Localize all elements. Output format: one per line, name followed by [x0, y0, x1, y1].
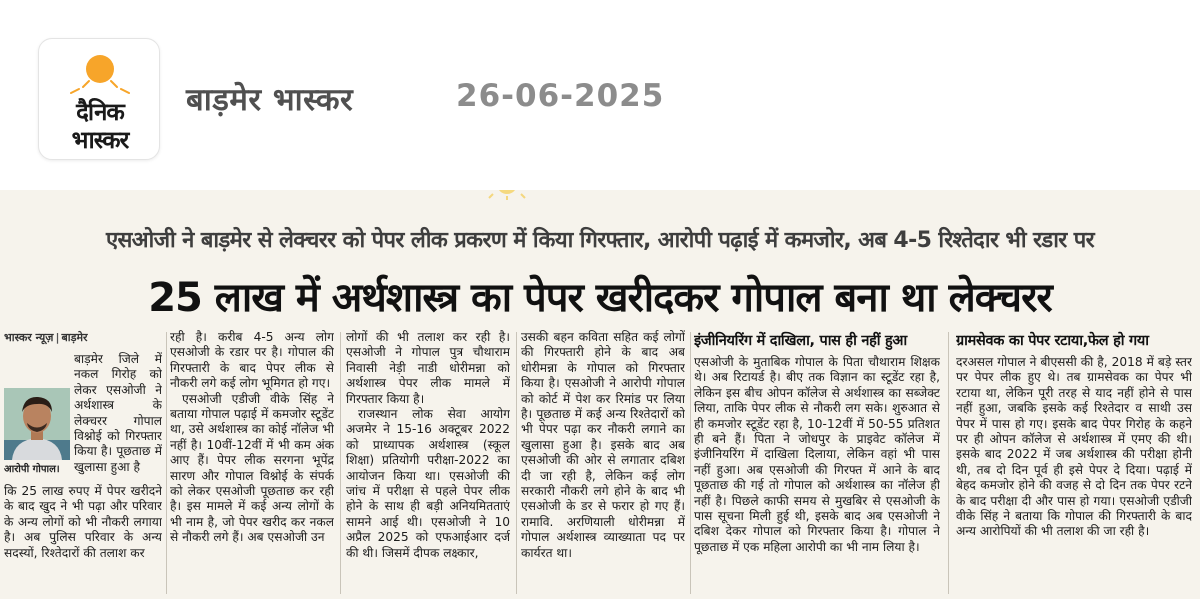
column-divider: [166, 332, 167, 594]
article-column-4: [521, 330, 685, 599]
article-headline: 25 लाख में अर्थशास्त्र का पेपर खरीदकर गोपाल बना था लेक्चरर: [148, 275, 1052, 321]
accused-photo: [4, 388, 70, 460]
sun-rays-icon: [67, 77, 133, 97]
app-header: [0, 0, 1200, 190]
edition-date: 26-06-2025: [456, 78, 665, 114]
column-divider: [340, 332, 341, 594]
paragraph: राजस्थान लोक सेवा आयोग अजमेर ने 15-16 अक्टूबर 2022 को प्राध्यापक अर्थशास्त्र (स्कूल शिक्षा) प्रतियोगी परीक्षा-2022 का आयोजन किया था। एसओजी की जांच में परीक्षा से पहले पेपर लीक होने के साथ ही बड़ी अनियमितताएं सामने आई थी। एसओजी ने 10 अप्रैल 2025 को एफआईआर दर्ज की थी। जिसमें दीपक लक्ष्कार,: [346, 407, 510, 560]
article-column-6: [956, 330, 1192, 599]
sun-watermark-icon: [487, 190, 527, 200]
photo-caption: आरोपी गोपाल।: [4, 464, 60, 475]
column-1-text-beside-photo: बाड़मेर जिले में नकल गिरोह को लेकर एसओजी ने अर्थशास्त्र के लेक्चरर गोपाल विश्नोई को गिरफ्तार किया है। पूछताछ में खुलासा हुआ है: [74, 352, 162, 474]
paragraph: एसओजी एडीजी वीके सिंह ने बताया गोपाल पढ़ाई में कमजोर स्टूडेंट था, उसे अर्थशास्त्र का कोई नॉलेज भी नहीं है। 10वीं-12वीं में भी कम अंक आए हैं। पेपर लीक सरगना भूपेंद्र सारण और गोपाल विश्नोई के संपर्क को लेकर एसओजी पूछताछ कर रही है। इस मामले में कई अन्य लोगों के भी नाम है, जो पेपर खरीद कर नकल से नौकरी लगे हैं। अब एसओजी उन: [170, 391, 334, 545]
article-column-3: [346, 330, 510, 599]
paragraph: उसकी बहन कविता सहित कई लोगों की गिरफ्तारी होने के बाद अब धोरीमन्ना के गोपाल को गिरफ्तार किया है। एसओजी ने आरोपी गोपाल को कोर्ट में पेश कर रिमांड पर लिया है। पूछताछ में कई अन्य रिश्तेदारों को भी पेपर पढ़ा कर नौकरी लगाने का खुलासा हुआ है। इसके बाद अब एसओजी की ओर से लगातार दबिश दी जा रही है, लेकिन कई लोग सरकारी नौकरी लगे होने के बाद भी एसओजी के डर से फरार हो गए हैं। रामावि. अरणियाली धोरीमन्ना में गोपाल अर्थशास्त्र व्याख्याता पद पर कार्यरत था।: [521, 330, 685, 560]
paragraph: एसओजी के मुताबिक गोपाल के पिता चौथाराम शिक्षक थे। अब रिटायर्ड है। बीए तक विज्ञान का स्टूडेंट रहा है, लेकिन इस बीच ओपन कॉलेज से अर्थशास्त्र का सब्जेक्ट लिया, ताकि पेपर लीक से नौकरी लग सके। शुरुआत से ही कमजोर स्टूडेंट रहा है, 10-12वीं में 50-55 प्रतिशत ही बने हैं। पिता ने जोधपुर के प्राइवेट कॉलेज में इंजीनियरिंग में दाखिला दिलाया, लेकिन वहां भी पास नहीं हुआ। अब एसओजी की गिरफ्त में आने के बाद पूछताछ की गई तो गोपाल को अर्थशास्त्र का नॉलेज ही नहीं है। पिछले काफी समय से मुखबिर से एसओजी के पास सूचना मिली हुई थी, इसके बाद अब एसओजी ने दबिश देकर गोपाल को गिरफ्तार किया है। गोपाल ने पूछताछ में एक महिला आरोपी का भी नाम लिया है।: [694, 355, 940, 554]
article-column-1: [4, 330, 162, 599]
byline-place: बाड़मेर: [61, 331, 88, 344]
column-divider: [516, 332, 517, 594]
edition-title: बाड़मेर भास्कर: [186, 82, 354, 118]
byline-source: भास्कर न्यूज़: [4, 331, 54, 344]
column-divider: [690, 332, 691, 594]
newspaper-clipping: [0, 190, 1200, 599]
paragraph: दरअसल गोपाल ने बीएससी की है, 2018 में बड़े स्तर पर पेपर लीक हुए थे। तब ग्रामसेवक का पेपर भी रटाया था, लेकिन पूरी तरह से याद नहीं होने से पास नहीं हुआ, जबकि इसके कई रिश्तेदार व साथी उस पेपर में पास हो गए। इसके बाद पेपर गिरोह के कहने पर ही ओपन कॉलेज से अर्थशास्त्र में एमए की थी। इसके बाद 2022 में जब अर्थशास्त्र की परीक्षा होनी थी, तब दो दिन पूर्व ही इसे पेपर दे दिया। पढ़ाई में बेहद कमजोर होने की वजह से दो दिन तक पेपर रटने के बाद परीक्षा दी और पास हो गया। एसओजी एडीजी वीके सिंह ने बताया कि गोपाल की गिरफ्तारी के बाद अन्य आरोपियों की भी तलाश की जा रही है।: [956, 355, 1192, 539]
column-1-text-below-photo: कि 25 लाख रुपए में पेपर खरीदने के बाद खुद ने भी पढ़ा और परिवार के अन्य लोगों को भी नौकरी लगाया है। अब पुलिस परिवार के अन्य सदस्यों, रिश्तेदारों की तलाश कर: [4, 484, 162, 560]
article-column-5: [694, 330, 940, 599]
dainik-bhaskar-logo[interactable]: [38, 38, 160, 160]
byline: भास्कर न्यूज़ | बाड़मेर: [4, 331, 88, 344]
logo-text-line2: भास्कर: [71, 126, 129, 154]
section-subhead: ग्रामसेवक का पेपर रटाया,फेल हो गया: [956, 333, 1149, 349]
logo-text-line1: दैनिक: [76, 98, 124, 126]
article-column-2: [170, 330, 334, 599]
section-subhead: इंजीनियरिंग में दाखिला, पास ही नहीं हुआ: [694, 333, 907, 349]
person-portrait-icon: [4, 388, 70, 460]
paragraph: रही है। करीब 4-5 अन्य लोग एसओजी के रडार पर है। गोपाल की गिरफ्तारी के बाद पेपर लीक से नौकरी लगे कई लोग भूमिगत हो गए।: [170, 330, 334, 391]
column-divider: [948, 332, 949, 594]
article-kicker: एसओजी ने बाड़मेर से लेक्चरर को पेपर लीक प्रकरण में किया गिरफ्तार, आरोपी पढ़ाई में कमजोर, अब 4-5 रिश्तेदार भी रडार पर: [105, 228, 1095, 253]
paragraph: लोगों की भी तलाश कर रही है। एसओजी ने गोपाल पुत्र चौथाराम निवासी नेड़ी नाडी धोरीमन्ना को अर्थशास्त्र पेपर लीक मामले में गिरफ्तार किया है।: [346, 330, 510, 406]
